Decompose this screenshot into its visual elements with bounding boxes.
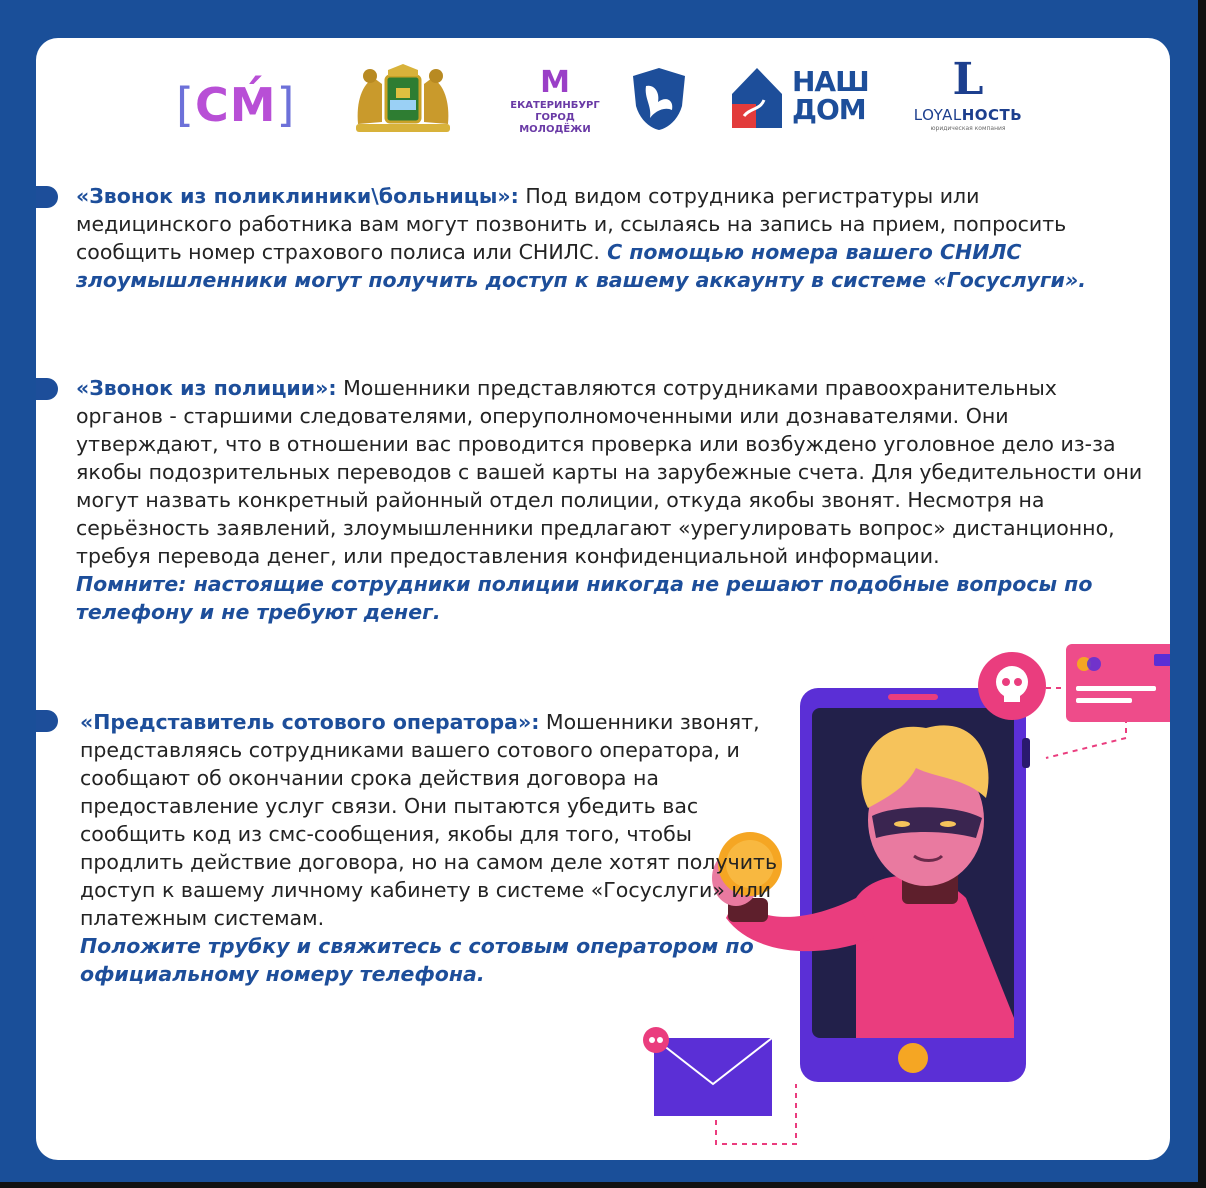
section-1-heading: «Звонок из поликлиники\больницы»:	[76, 184, 519, 208]
phone-speaker	[888, 694, 938, 700]
section-mobile-operator	[80, 708, 780, 988]
envelope-badge-dot2	[657, 1037, 663, 1043]
cm-logo-text: СМ́	[194, 78, 277, 132]
section-police-call	[76, 374, 1146, 626]
card-line2	[1076, 698, 1132, 703]
cm-logo-bracket-right: ]	[276, 78, 296, 132]
edge-bottom	[0, 1182, 1206, 1188]
section-clinic-call	[76, 182, 1116, 294]
section-2-marker	[36, 378, 58, 400]
person-eye-left	[894, 821, 910, 827]
section-2-body: Мошенники представляются сотрудниками правоохранительных органов - старшими следователями, оперуполномоченными или дознавателями. Они утверждают, что в отношении вас проводится проверка или возбуждено уголовное дело из-за якобы подозрительных переводов с вашей карты на зарубежные счета. Для убедительности они могут назвать конкретный районный отдел полиции, откуда якобы звонят. Несмотря на серьёзность заявлений, злоумышленники предлагают «урегулировать вопрос» дистанционно, требуя перевода денег, или предоставления конфиденциальной информации.	[76, 376, 1143, 568]
section-3-emphasis: Положите трубку и свяжитесь с сотовым оператором по официальному номеру телефона.	[80, 934, 754, 986]
content-card	[36, 38, 1170, 1160]
section-1-emphasis: С помощью номера вашего СНИЛС злоумышленники могут получить доступ к вашему аккаунту в системе «Госуслуги».	[76, 240, 1087, 292]
loyalnost-name-rest: НОСТЬ	[961, 106, 1023, 124]
cm-logo-bracket-left: [	[176, 78, 195, 132]
phone-home-button	[898, 1043, 928, 1073]
edge-right	[1198, 0, 1206, 1188]
skull-jaw	[1004, 692, 1020, 702]
loyalnost-logo-subtitle: юридическая компания	[930, 125, 1006, 132]
section-1-body: Под видом сотрудника регистратуры или медицинского работника вам могут позвонить и, ссылаясь на запись на прием, попросить сообщить номер страхового полиса или СНИЛС.	[76, 184, 1067, 264]
envelope-badge-dot1	[649, 1037, 655, 1043]
skull-eye-right	[1014, 678, 1022, 686]
loyalnost-logo-mark: L	[952, 54, 984, 105]
phone-side-button	[1022, 738, 1030, 768]
section-2-paragraph	[76, 374, 1146, 626]
envelope-badge	[643, 1027, 669, 1053]
envelope-icon	[654, 1038, 772, 1116]
section-1-marker	[36, 186, 58, 208]
section-3-marker	[36, 710, 58, 732]
skull-eye-left	[1002, 678, 1010, 686]
ekb-logo-mark: M	[540, 65, 570, 100]
card-label	[1154, 654, 1170, 666]
ekb-logo-line2: ГОРОД МОЛОДЁЖИ	[519, 112, 591, 135]
section-3-heading: «Представитель сотового оператора»:	[80, 710, 540, 734]
person-eye-right	[940, 821, 956, 827]
section-1-paragraph	[76, 182, 1116, 294]
section-2-emphasis: Помните: настоящие сотрудники полиции никогда не решают подобные вопросы по телефону и не требуют денег.	[76, 572, 1093, 624]
section-3-paragraph	[80, 708, 780, 988]
nash-dom-line2: ДОМ	[792, 93, 866, 126]
card-chip-b	[1087, 657, 1101, 671]
section-2-heading: «Звонок из полиции»:	[76, 376, 337, 400]
nash-dom-line1: НАШ	[792, 65, 869, 98]
ekb-logo-line1: ЕКАТЕРИНБУРГ	[510, 100, 600, 111]
loyalnost-name-bold: LOYAL	[913, 106, 962, 124]
card-line1	[1076, 686, 1156, 691]
section-3-body: Мошенники звонят, представляясь сотрудниками вашего сотового оператора, и сообщают об окончании срока действия договора на предоставление услуг связи. Они пытаются убедить вас сообщить код из смс-сообщения, якобы для того, чтобы продлить действие договора, но на самом деле хотят получить доступ к вашему личному кабинету в системе «Госуслуги» или платежным системам.	[80, 710, 778, 930]
